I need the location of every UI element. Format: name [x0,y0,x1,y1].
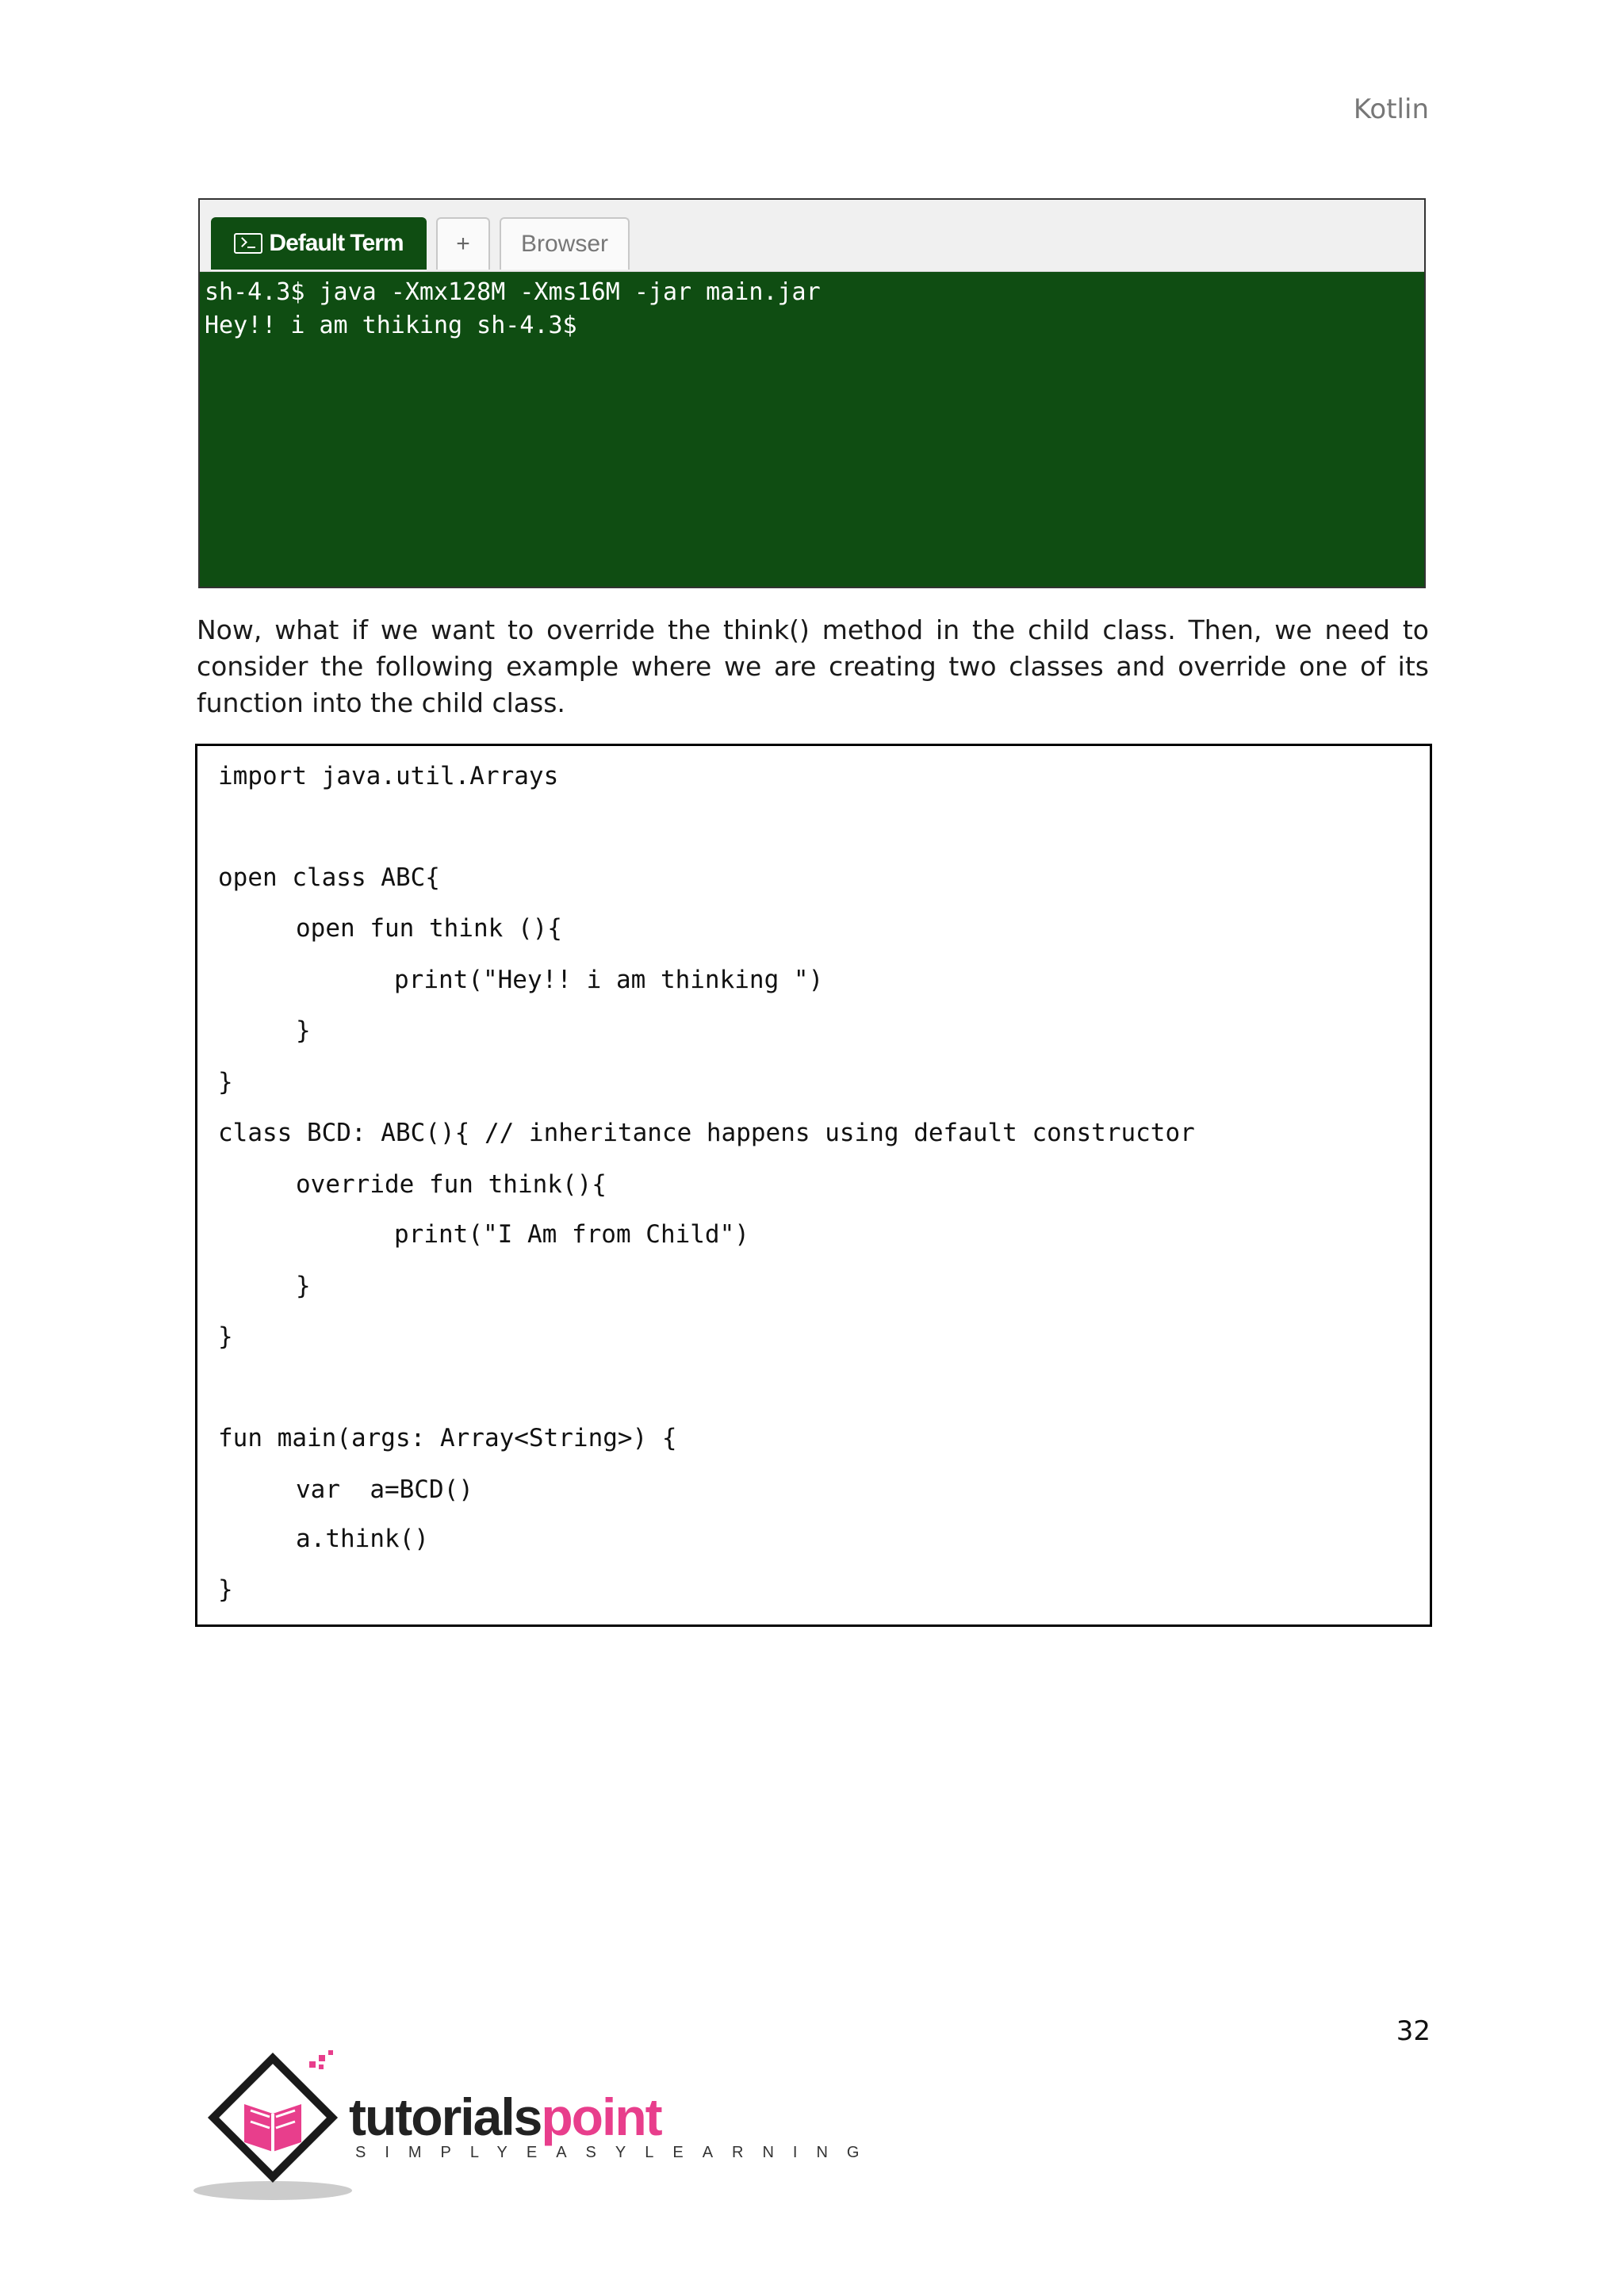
code-line: } [218,1322,233,1351]
logo-emblem-icon [193,2045,352,2204]
terminal-line: Hey!! i am thiking sh-4.3$ [205,312,577,339]
code-line: open fun think (){ [296,914,562,943]
code-line: print("I Am from Child") [394,1220,749,1249]
code-line: fun main(args: Array<String>) { [218,1424,677,1452]
code-line: } [218,1575,233,1604]
terminal-output[interactable] [205,276,1419,342]
logo-tagline: SIMPLYEASYLEARNING [355,2144,879,2161]
terminal-icon [234,233,262,254]
page-number: 32 [1396,2015,1431,2047]
code-line: import java.util.Arrays [218,762,559,790]
tab-default-term-label: Default Term [269,230,404,256]
code-line: open class ABC{ [218,863,440,892]
logo-word-tutorials: tutorials [349,2087,542,2146]
code-line: override fun think(){ [296,1170,607,1199]
code-line: class BCD: ABC(){ // inheritance happens using default constructor [218,1119,1195,1147]
code-line: } [296,1272,311,1300]
logo-wordmark [349,2087,661,2147]
terminal-screenshot [198,198,1426,588]
code-line: } [296,1016,311,1045]
terminal-line: sh-4.3$ java -Xmx128M -Xms16M -jar main.jar [205,278,821,306]
tab-browser[interactable] [500,217,630,270]
logo-word-point: point [541,2087,661,2146]
code-line: a.think() [296,1525,429,1553]
code-block [195,744,1432,1627]
body-paragraph: Now, what if we want to override the think() method in the child class. Then, we need to consider the following example where we are creating two classes and override one of its function into the child class. [197,614,1429,718]
code-line: } [218,1068,233,1096]
add-tab-label: + [456,231,470,257]
page-header: Kotlin [1353,94,1429,125]
code-line: print("Hey!! i am thinking ") [394,966,824,994]
tab-browser-label: Browser [520,231,609,257]
add-tab-button[interactable] [436,217,490,270]
tutorialspoint-logo [193,2045,879,2204]
tab-default-term[interactable] [211,217,427,270]
code-line: var a=BCD() [296,1475,473,1504]
terminal-tab-bar [200,200,1424,272]
